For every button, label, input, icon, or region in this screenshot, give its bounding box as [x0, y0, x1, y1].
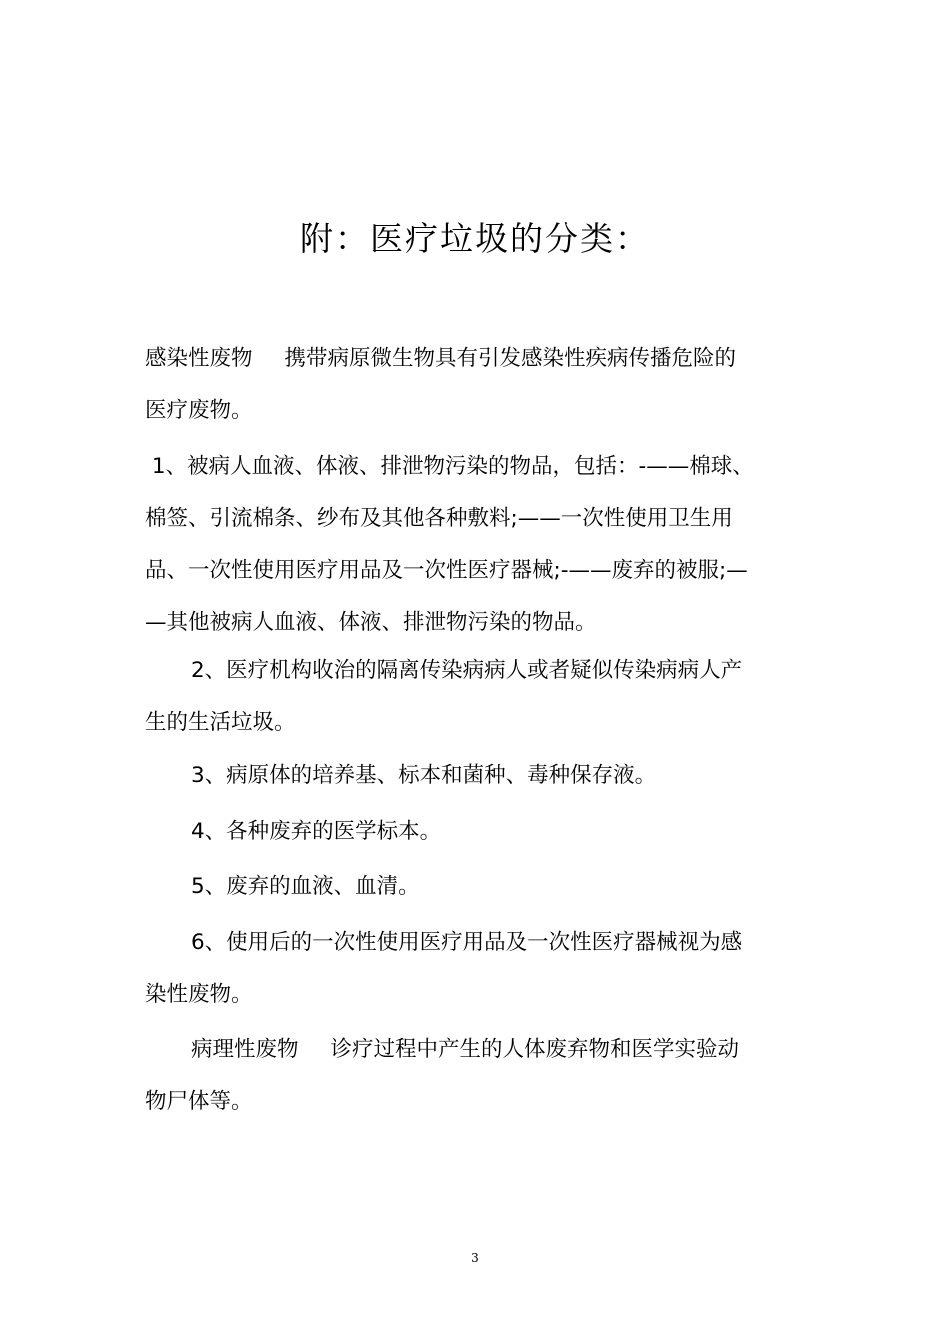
list-item-5 [145, 861, 815, 913]
page-title: 附：医疗垃圾的分类： [300, 219, 650, 258]
list-item-1 [145, 441, 815, 649]
definition-text: 携带病原微生物具有引发感染性疾病传播危险的 [284, 346, 737, 371]
list-item-line: 染性废物。 [145, 982, 253, 1007]
list-item-2 [145, 645, 815, 749]
definition-line [145, 333, 815, 385]
list-item-line: 品、一次性使用医疗用品及一次性医疗器械;-——废弃的被服;— [145, 558, 748, 583]
list-item-line: 棉签、引流棉条、纱布及其他各种敷料;——一次性使用卫生用 [145, 506, 733, 531]
list-item-line: 4、各种废弃的医学标本。 [191, 819, 442, 844]
list-item-line: 3、病原体的培养基、标本和菌种、毒种保存液。 [191, 763, 657, 788]
list-item-line: 1、被病人血液、体液、排泄物污染的物品，包括：-——棉球、 [145, 454, 754, 479]
list-item-line: 2、医疗机构收治的隔离传染病病人或者疑似传染病病人产 [191, 658, 743, 683]
infectious-waste-definition [145, 333, 815, 437]
definition-line: 医疗废物。 [145, 398, 253, 423]
list-item-3 [145, 750, 815, 802]
list-item-line: 5、废弃的血液、血清。 [191, 874, 420, 899]
definition-line [145, 1024, 815, 1076]
definition-line: 物尸体等。 [145, 1089, 253, 1114]
list-item-line: —其他被病人血液、体液、排泄物污染的物品。 [145, 610, 597, 635]
infectious-waste-term: 感染性废物 [145, 346, 253, 371]
list-item-line: 生的生活垃圾。 [145, 710, 296, 735]
list-item-6 [145, 917, 815, 1021]
definition-text: 诊疗过程中产生的人体废弃物和医学实验动 [330, 1037, 740, 1062]
list-item-4 [145, 806, 815, 858]
pathological-waste-definition [145, 1024, 815, 1128]
pathological-waste-term: 病理性废物 [191, 1037, 299, 1062]
page-number: 3 [471, 1251, 479, 1265]
list-item-line: 6、使用后的一次性使用医疗用品及一次性医疗器械视为感 [191, 930, 743, 955]
